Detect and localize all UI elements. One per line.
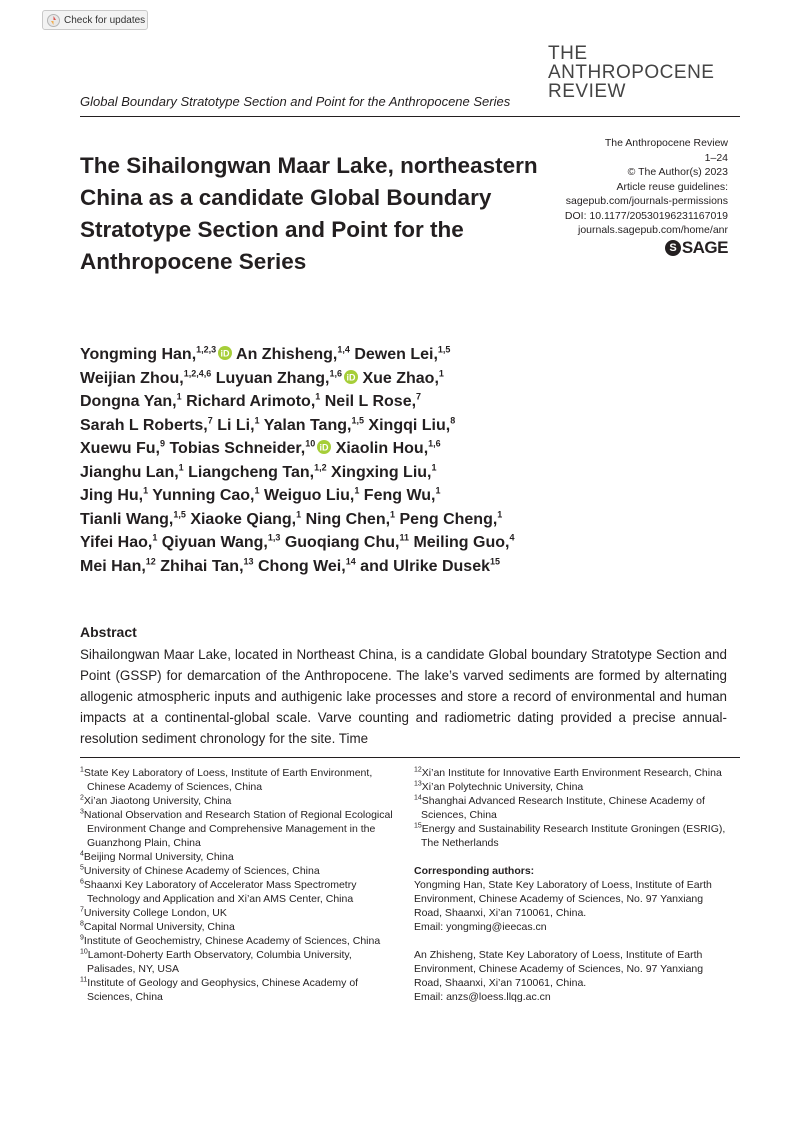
- journal-home-link[interactable]: journals.sagepub.com/home/anr: [577, 224, 728, 236]
- affiliation-item: [414, 822, 734, 850]
- affiliation-text: Shaanxi Key Laboratory of Accelerator Mass Spectrometry Technology and Application and Xi’an AMS Center, China: [83, 879, 357, 905]
- author-affiliation-marker: 1: [254, 415, 260, 426]
- affiliation-item: [80, 808, 398, 850]
- orcid-icon[interactable]: [218, 346, 232, 360]
- affiliation-number: 7: [80, 906, 84, 914]
- author-name[interactable]: Meiling Guo,$^4$: [413, 532, 515, 551]
- affiliation-text: Lamont-Doherty Earth Observatory, Columbia University, Palisades, NY, USA: [87, 949, 352, 975]
- corresponding-author: [414, 878, 734, 934]
- author-affiliation-marker: 1: [438, 368, 444, 379]
- author-affiliation-marker: 8: [450, 415, 456, 426]
- author-name[interactable]: An Zhisheng,$^{1,4}$: [236, 344, 350, 363]
- affiliation-item: [80, 948, 398, 976]
- publisher-name: SAGE: [681, 238, 728, 257]
- corresponding-email[interactable]: Email: anzs@loess.llqg.ac.cn: [414, 991, 551, 1003]
- svg-text:iD: iD: [319, 442, 329, 453]
- author-line: [80, 508, 640, 532]
- affiliation-number: 10: [80, 948, 88, 956]
- author-name[interactable]: Dongna Yan,$^1$: [80, 391, 182, 410]
- author-line: [80, 414, 640, 438]
- author-affiliation-marker: 1,6: [329, 368, 342, 379]
- author-name[interactable]: Dewen Lei,$^{1,5}$: [354, 344, 451, 363]
- author-affiliation-marker: 10: [305, 438, 316, 449]
- author-name[interactable]: Mei Han,$^{12}$: [80, 556, 156, 575]
- author-affiliation-marker: 1,3: [267, 532, 281, 543]
- article-metadata: [528, 136, 728, 238]
- affiliation-text: Xi’an Jiaotong University, China: [83, 795, 232, 807]
- author-line: [80, 437, 640, 461]
- check-for-updates-label: Check for updates: [64, 14, 146, 26]
- affiliation-number: 15: [414, 822, 422, 830]
- author-name[interactable]: Luyuan Zhang,$^{1,6}$ iD: [216, 370, 358, 387]
- author-affiliation-marker: 11: [399, 532, 409, 543]
- author-name[interactable]: Li Li,$^1$: [217, 415, 260, 434]
- reuse-guidelines-label: Article reuse guidelines:: [616, 180, 728, 193]
- author-name[interactable]: Feng Wu,$^1$: [363, 485, 441, 504]
- affiliation-text: Shanghai Advanced Research Institute, Chinese Academy of Sciences, China: [421, 795, 705, 821]
- author-affiliation-marker: 7: [207, 415, 213, 426]
- affiliation-item: [414, 766, 734, 780]
- author-name[interactable]: Yunning Cao,$^1$: [152, 485, 260, 504]
- author-name[interactable]: Yongming Han,$^{1,2,3}$ iD: [80, 346, 232, 363]
- author-affiliation-marker: 1: [254, 485, 260, 496]
- author-name[interactable]: Qiyuan Wang,$^{1,3}$: [161, 532, 281, 551]
- author-affiliation-marker: 1: [390, 509, 396, 520]
- affiliation-item: [80, 878, 398, 906]
- author-affiliation-marker: 9: [160, 438, 166, 449]
- author-line: [80, 461, 640, 485]
- permissions-link[interactable]: sagepub.com/journals-permissions: [565, 195, 728, 207]
- author-line: [80, 390, 640, 414]
- author-affiliation-marker: 1,4: [337, 344, 350, 355]
- affiliation-item: [80, 906, 398, 920]
- author-name[interactable]: Xingxing Liu,$^1$: [331, 462, 437, 481]
- author-name[interactable]: Weijian Zhou,$^{1,2,4,6}$: [80, 368, 212, 387]
- affiliation-item: [80, 850, 398, 864]
- corresponding-email[interactable]: Email: yongming@ieecas.cn: [414, 921, 547, 933]
- author-line: [80, 367, 640, 391]
- author-line: [80, 343, 640, 367]
- author-affiliation-marker: 1,5: [437, 344, 451, 355]
- affiliation-number: 13: [414, 780, 422, 788]
- author-affiliation-marker: 14: [345, 556, 356, 567]
- author-affiliation-marker: 13: [243, 556, 254, 567]
- corresponding-author: [414, 948, 734, 1004]
- affiliation-text: Institute of Geochemistry, Chinese Academy of Sciences, China: [83, 935, 381, 947]
- author-line: [80, 484, 640, 508]
- affiliation-number: 8: [80, 920, 84, 928]
- check-for-updates-button[interactable]: [42, 10, 148, 30]
- author-affiliation-marker: 1: [435, 485, 441, 496]
- author-affiliation-marker: 1: [152, 532, 158, 543]
- author-name[interactable]: Xiaolin Hou,$^{1,6}$: [335, 438, 441, 457]
- journal-logo-line: REVIEW: [548, 81, 626, 102]
- author-affiliation-marker: 1,2,3: [196, 344, 217, 355]
- affiliation-text: Beijing Normal University, China: [83, 851, 234, 863]
- journal-logo-line: ANTHROPOCENE: [548, 62, 715, 83]
- author-line: [80, 531, 640, 555]
- author-affiliation-marker: 1: [497, 509, 503, 520]
- author-name[interactable]: and Ulrike Dusek$^{15}$: [360, 556, 501, 575]
- author-affiliation-marker: 1,2: [314, 462, 327, 473]
- author-name[interactable]: Guoqiang Chu,$^{11}$: [284, 532, 409, 551]
- article-title: The Sihailongwan Maar Lake, northeastern China as a candidate Global Boundary Stratotype Section and Point for the Anthropocene Series: [80, 153, 538, 274]
- author-name[interactable]: Tobias Schneider,$^{10}$ iD: [169, 440, 331, 457]
- affiliation-number: 1: [80, 766, 84, 774]
- affiliation-text: Energy and Sustainability Research Institute Groningen (ESRIG), The Netherlands: [421, 823, 726, 849]
- author-affiliation-marker: 1,6: [428, 438, 441, 449]
- affiliation-number: 6: [80, 878, 84, 886]
- author-affiliation-marker: 1: [315, 391, 321, 402]
- author-name[interactable]: Zhihai Tan,$^{13}$: [160, 556, 254, 575]
- author-name[interactable]: Jianghu Lan,$^1$: [80, 462, 184, 481]
- author-name[interactable]: Ning Chen,$^1$: [305, 509, 396, 528]
- affiliation-number: 3: [80, 808, 84, 816]
- author-name[interactable]: Xingqi Liu,$^8$: [368, 415, 456, 434]
- sage-logo: [665, 238, 728, 258]
- author-affiliation-marker: 1,5: [351, 415, 364, 426]
- author-list: [80, 343, 640, 578]
- author-name[interactable]: Chong Wei,$^{14}$: [258, 556, 356, 575]
- doi-link[interactable]: DOI: 10.1177/20530196231167019: [564, 209, 728, 222]
- affiliation-text: Institute of Geology and Geophysics, Chinese Academy of Sciences, China: [87, 977, 359, 1003]
- page-range: 1–24: [704, 151, 728, 164]
- author-name[interactable]: Liangcheng Tan,$^{1,2}$: [188, 462, 327, 481]
- affiliation-item: [80, 766, 398, 794]
- author-name[interactable]: Peng Cheng,$^1$: [399, 509, 503, 528]
- corresponding-address: Yongming Han, State Key Laboratory of Loess, Institute of Earth Environment, Chinese Academy of Sciences, No. 97 Yanxiang Road, Shaanxi, Xi’an 710061, China.: [414, 879, 712, 919]
- affiliation-number: 4: [80, 850, 84, 858]
- affiliation-text: Capital Normal University, China: [83, 921, 235, 933]
- affiliation-number: 14: [414, 794, 422, 802]
- affiliation-number: 2: [80, 794, 84, 802]
- affiliation-item: [414, 794, 734, 822]
- affiliation-text: Xi’an Institute for Innovative Earth Environment Research, China: [421, 767, 722, 779]
- author-affiliation-marker: 15: [490, 556, 501, 567]
- abstract-heading: Abstract: [80, 624, 137, 640]
- affiliation-text: University of Chinese Academy of Sciences, China: [83, 865, 320, 877]
- author-name[interactable]: Jing Hu,$^1$: [80, 485, 149, 504]
- affiliation-text: State Key Laboratory of Loess, Institute of Earth Environment, Chinese Academy of Sciences, China: [83, 767, 373, 793]
- author-name[interactable]: Xuewu Fu,$^9$: [80, 438, 166, 457]
- affiliation-item: [80, 976, 398, 1004]
- affiliation-item: [80, 920, 398, 934]
- header-divider: [80, 116, 740, 117]
- author-affiliation-marker: 1: [176, 391, 182, 402]
- sage-logo-icon: S: [665, 240, 681, 256]
- affiliation-text: University College London, UK: [83, 907, 227, 919]
- affiliations-left: [80, 766, 398, 1004]
- corresponding-heading: Corresponding authors:: [414, 865, 535, 877]
- svg-text:iD: iD: [220, 348, 230, 359]
- journal-logo: [548, 43, 715, 102]
- author-name[interactable]: Sarah L Roberts,$^7$: [80, 415, 213, 434]
- author-affiliation-marker: 1: [354, 485, 360, 496]
- series-label: Global Boundary Stratotype Section and Point for the Anthropocene Series: [80, 94, 511, 109]
- copyright: © The Author(s) 2023: [627, 166, 728, 178]
- affiliation-number: 12: [414, 766, 422, 774]
- author-affiliation-marker: 1: [143, 485, 149, 496]
- author-name[interactable]: Yifei Hao,$^1$: [80, 532, 158, 551]
- author-affiliation-marker: 12: [145, 556, 156, 567]
- author-affiliation-marker: 1,5: [173, 509, 186, 520]
- author-affiliation-marker: 1: [178, 462, 184, 473]
- corresponding-address: An Zhisheng, State Key Laboratory of Loess, Institute of Earth Environment, Chinese Academy of Sciences, No. 97 Yanxiang Road, Shaanxi, Xi’an 710061, China.: [414, 949, 704, 989]
- journal-name: The Anthropocene Review: [604, 137, 728, 149]
- author-affiliation-marker: 1,2,4,6: [183, 368, 212, 379]
- affiliation-number: 11: [80, 976, 88, 984]
- affiliations-right: [414, 766, 734, 1004]
- author-affiliation-marker: 4: [509, 532, 515, 543]
- abstract-text: Sihailongwan Maar Lake, located in Northeast China, is a candidate Global boundary Stratotype Section and Point (GSSP) for demarcation of the Anthropocene. The lake’s varved sediments are formed by alternating allogenic atmospheric inputs and authigenic lake processes and store a record of environmental and human impacts at a continental-global scale. Varve counting and radiometric dating provided a precise annual-resolution sediment chronology for the site. Time: [80, 647, 727, 746]
- author-affiliation-marker: 7: [416, 391, 422, 402]
- author-name[interactable]: Tianli Wang,$^{1,5}$: [80, 509, 186, 528]
- author-name[interactable]: Xiaoke Qiang,$^1$: [190, 509, 302, 528]
- affiliation-number: 9: [80, 934, 84, 942]
- author-name[interactable]: Richard Arimoto,$^1$: [186, 391, 321, 410]
- affiliation-item: [80, 934, 398, 948]
- affiliation-text: National Observation and Research Station of Regional Ecological Environment Change and Comprehensive Management in the Guanzhong Plain, China: [83, 809, 393, 849]
- footnote-divider: [80, 757, 740, 758]
- journal-logo-line: THE: [548, 43, 588, 64]
- author-name[interactable]: Xue Zhao,$^1$: [362, 368, 444, 387]
- svg-text:iD: iD: [346, 371, 356, 382]
- affiliation-number: 5: [80, 864, 84, 872]
- author-affiliation-marker: 1: [296, 509, 302, 520]
- author-line: [80, 555, 640, 579]
- author-name[interactable]: Neil L Rose,$^7$: [324, 391, 422, 410]
- affiliation-text: Xi’an Polytechnic University, China: [421, 781, 584, 793]
- author-name[interactable]: Yalan Tang,$^{1,5}$: [263, 415, 364, 434]
- author-affiliation-marker: 1: [431, 462, 437, 473]
- affiliation-item: [80, 794, 398, 808]
- orcid-icon[interactable]: [344, 370, 358, 384]
- affiliation-item: [414, 780, 734, 794]
- affiliation-item: [80, 864, 398, 878]
- check-updates-icon: [47, 14, 60, 27]
- author-name[interactable]: Weiguo Liu,$^1$: [263, 485, 360, 504]
- orcid-icon[interactable]: [317, 440, 331, 454]
